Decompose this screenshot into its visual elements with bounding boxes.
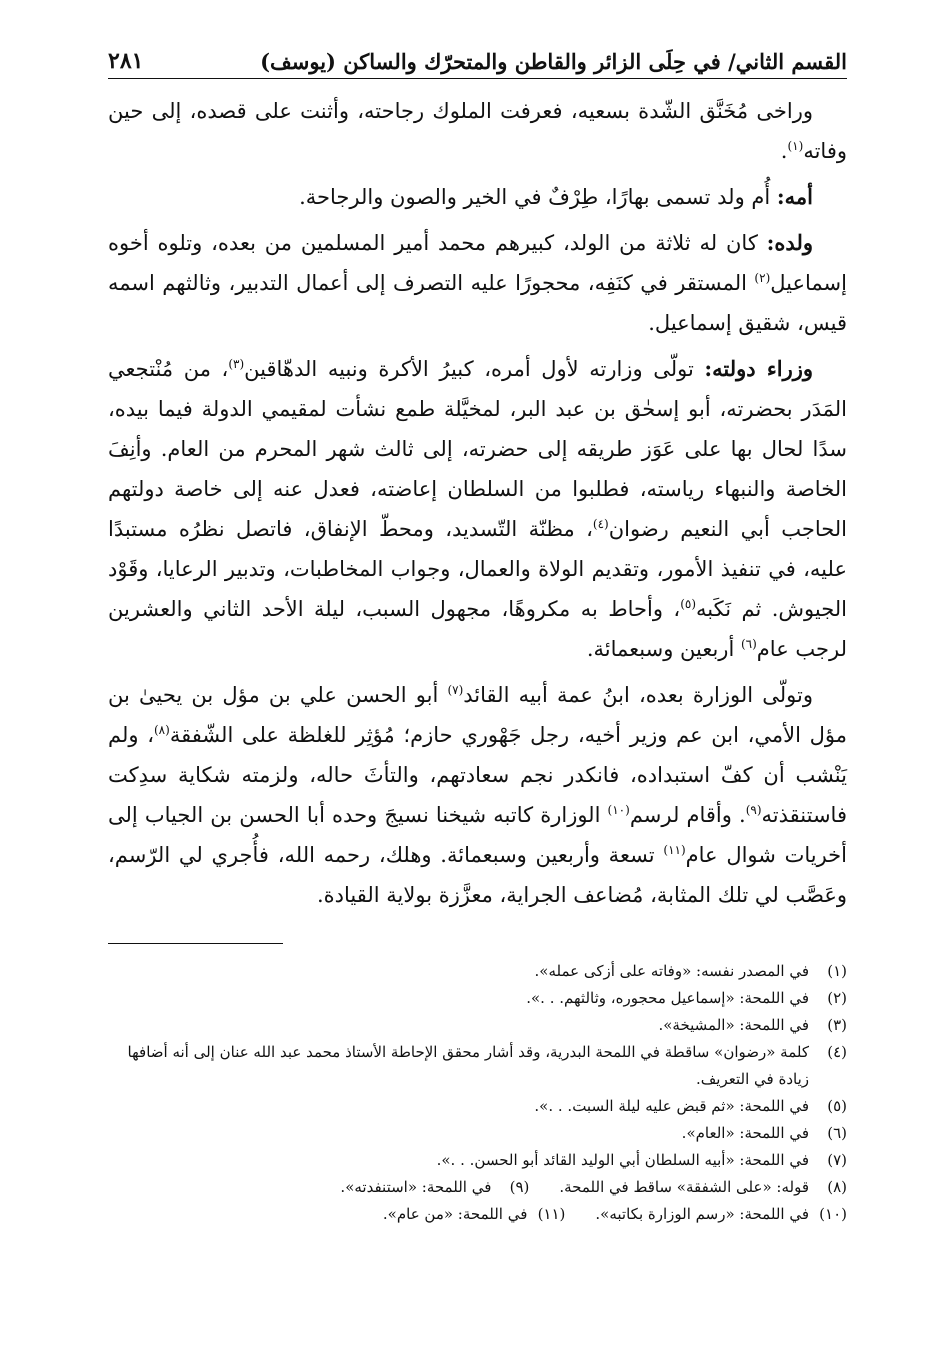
text-run: وراخى مُخَنَّق الشّدة بسعيه، فعرفت الملوك رجاحته، وأثنت على قصده، إلى حين وفاته: [108, 99, 847, 163]
footnote-item: [108, 1039, 847, 1093]
footnote-number: (١): [827, 962, 847, 980]
section-lead-ministers: وزراء دولته:: [704, 356, 813, 381]
paragraph-children: [108, 223, 847, 343]
footnote-text: في اللمحة: «استنفدته».: [340, 1178, 492, 1196]
paragraph-mother: [108, 177, 847, 217]
section-lead-children: ولده:: [766, 230, 813, 255]
footnote-item: [559, 1174, 847, 1201]
footnotes: [108, 958, 847, 1228]
footnote-ref[interactable]: (١): [787, 139, 804, 153]
footnote-pair: [108, 1201, 847, 1228]
paragraph-ministers: [108, 349, 847, 669]
paragraph-ministry-after: [108, 675, 847, 915]
footnote-ref[interactable]: (١٠): [607, 803, 630, 817]
footnote-ref[interactable]: (٥): [680, 597, 697, 611]
text-run: ، مظنّة التّسديد، ومحطّ الإنفاق، فاتصل نظرُه مستبدًا عليه، في تنفيذ الأمور، وتقديم الولاة والعمال، وجواب المخاطبات، وتدبير الرعايا، وقَوْد الجيوش. ثم نَكَبه: [108, 517, 847, 621]
footnote-text: في المصدر نفسه: «وفاته على أزكى عمله».: [534, 962, 809, 980]
footnote-number: (١١): [537, 1205, 566, 1223]
text-run: أربعين وسبعمائة.: [586, 637, 741, 661]
running-title: القسم الثاني/ في حِلَى الزائر والقاطن والمتحرّك والساكن (يوسف): [260, 49, 847, 74]
paragraph-1: [108, 91, 847, 171]
main-text: [108, 91, 847, 915]
footnote-number: (١٠): [819, 1205, 847, 1223]
footnote-ref[interactable]: (٩): [745, 803, 762, 817]
footnote-item: [108, 985, 847, 1012]
text-run: تولّى وزارته لأول أمره، كبيرُ الأكرة ونبيه الدهّاقين: [244, 357, 705, 381]
text-run: ، من مُنْتجعي المَدَر بحضرته، أبو إسحٰق بن عبد البر، لمخيَّلة طمع نشأت لمقيمي الدولة فيما بيده، سدًا لحال بها على عَوَز طريقه إلى حضرته، إلى ثالث شهر المحرم من العام. وأنِفَ الخاصة والنبهاء رياسته، فطلبوا من السلطان إعاضته، فعدل عنه إلى خاصة دولتهم الحاجب أبي النعيم رضوان: [108, 357, 848, 541]
footnote-text: في اللمحة: «العام».: [681, 1124, 809, 1142]
text-run: وتولّى الوزارة بعده، ابنُ عمة أبيه القائد: [463, 683, 813, 707]
footnote-number: (٦): [827, 1124, 847, 1142]
footnote-number: (٤): [827, 1043, 847, 1061]
text-run: أبو الحسن علي بن مؤل بن يحيىٰ بن مؤل الأمي، ابن عم وزير أخيه، رجل جَهْوري حازم؛ مُؤثِر للغلظة على الشّفقة: [108, 683, 848, 747]
text-run: ، ولم يَنْشب أن كفّ استبداده، فانكدر نجم سعادتهم، والتأثَ حاله، ولزمته شكاية سدِكت فاستنقذته: [108, 723, 847, 827]
footnote-text: في اللمحة: «أبيه السلطان أبي الوليد القائد أبو الحسن. . .».: [436, 1151, 809, 1169]
footnote-item: [108, 1012, 847, 1039]
page-header: [108, 48, 847, 79]
text-run: ، وأحاط به مكروهًا، مجهول السبب، ليلة الأحد الثاني والعشرين لرجب عام: [108, 597, 847, 661]
footnote-number: (٨): [827, 1178, 847, 1196]
page-number: ٢٨١: [108, 48, 144, 74]
footnote-text: في اللمحة: «المشيخة».: [658, 1016, 809, 1034]
text-run: . وأقام لرسم: [629, 803, 746, 827]
footnote-text: في اللمحة: «رسم الوزارة بكاتبه».: [595, 1205, 809, 1223]
footnote-text: في اللمحة: «ثم قبض عليه ليلة السبت. . .».: [534, 1097, 809, 1115]
footnote-number: (٧): [827, 1151, 847, 1169]
footnote-item: [108, 1147, 847, 1174]
footnote-ref[interactable]: (٤): [592, 517, 609, 531]
footnote-number: (٥): [827, 1097, 847, 1115]
footnote-divider: [108, 943, 283, 944]
footnote-number: (٩): [509, 1178, 530, 1196]
footnote-number: (٢): [827, 989, 847, 1007]
footnote-ref[interactable]: (٨): [153, 723, 170, 737]
footnote-pair: [108, 1174, 847, 1201]
footnote-ref[interactable]: (٢): [754, 271, 771, 285]
text-run: أُم ولد تسمى بهارًا، طِرْفٌ في الخير والصون والرجاحة.: [299, 185, 777, 209]
footnote-text: في اللمحة: «إسماعيل محجوره، وثالثهم. . .».: [526, 989, 809, 1007]
footnote-number: (٣): [827, 1016, 847, 1034]
footnote-text: كلمة «رضوان» ساقطة في اللمحة البدرية، وقد أشار محقق الإحاطة الأستاذ محمد عبد الله عنان إلى أنه أضافها زيادة في التعريف.: [127, 1043, 809, 1088]
footnote-item: [108, 1093, 847, 1120]
section-lead-mother: أمه:: [776, 184, 813, 209]
footnote-text: قوله: «على الشفقة» ساقط في اللمحة.: [559, 1178, 809, 1196]
text-run: .: [780, 139, 788, 163]
text-run: الوزارة كاتبه شيخنا نسيجَ وحده أبا الحسن بن الجياب إلى أخريات شوال عام: [108, 803, 848, 867]
footnote-item: [340, 1174, 529, 1201]
footnote-ref[interactable]: (١١): [663, 843, 686, 857]
footnote-item: [108, 958, 847, 985]
footnote-item: [108, 1120, 847, 1147]
text-run: كان له ثلاثة من الولد، كبيرهم محمد أمير المسلمين من بعده، وتلوه أخوه إسماعيل: [108, 231, 847, 295]
footnote-ref[interactable]: (٧): [447, 683, 464, 697]
text-run: المستقر في كنَفِه، محجورًا عليه التصرف إلى أعمال التدبير، وثالثهم اسمه قيس، شقيق إسماعيل.: [108, 271, 847, 335]
footnote-ref[interactable]: (٣): [228, 357, 245, 371]
footnote-item: [595, 1201, 847, 1228]
footnote-ref[interactable]: (٦): [740, 637, 757, 651]
text-run: تسعة وأربعين وسبعمائة. وهلك، رحمه الله، فأُجري لي الرّسم، وعَصَّب لي تلك المثابة، مُضاعف الجراية، معزَّزة بولاية القيادة.: [108, 843, 847, 907]
footnote-item: [383, 1201, 566, 1228]
footnote-text: في اللمحة: «من عام».: [382, 1205, 528, 1223]
